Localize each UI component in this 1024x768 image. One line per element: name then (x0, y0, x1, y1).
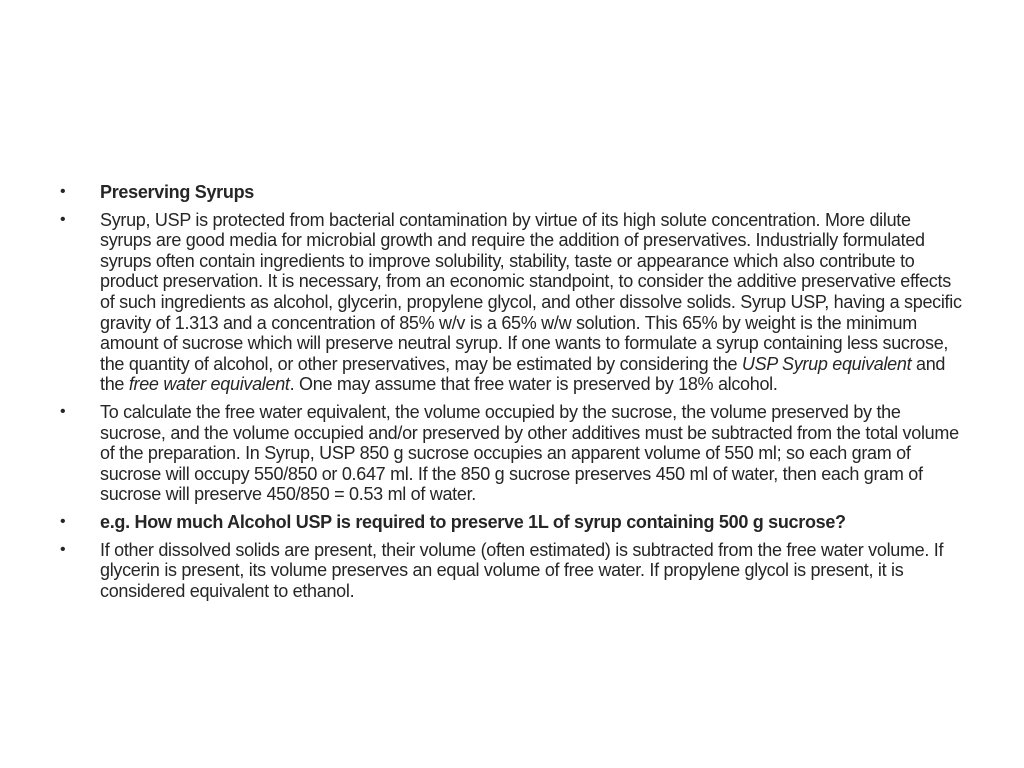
bullet-icon: • (60, 183, 66, 200)
bullet-paragraph-other-solids: If other dissolved solids are present, their volume (often estimated) is subtracted from the free water volume. If glycerin is present, its volume preserves an equal volume of free water. If propylene glycol is present, it is considered equivalent to ethanol. (100, 539, 944, 601)
bullet-paragraph-free-water-calculation: To calculate the free water equivalent, the volume occupied by the sucrose, the volume preserved by the sucrose, and the volume occupied and/or preserved by other additives must be subtracted from the total volume of the preparation. In Syrup, USP 850 g sucrose occupies an apparent volume of 550 ml; so each gram of sucrose will occupy 550/850 or 0.647 ml. If the 850 g sucrose preserves 450 ml of water, then each gram of sucrose will preserve 450/850 = 0.53 ml of water. (100, 401, 959, 505)
bullet-heading-preserving-syrups: Preserving Syrups (100, 182, 254, 202)
list-item (60, 402, 962, 505)
list-item (60, 540, 962, 602)
bullet-example-question: e.g. How much Alcohol USP is required to preserve 1L of syrup containing 500 g sucrose? (100, 511, 846, 532)
list-item (60, 210, 962, 395)
bullet-list (60, 182, 962, 608)
bullet-icon: • (60, 540, 66, 558)
list-item (60, 182, 962, 203)
bullet-icon: • (60, 210, 66, 228)
bullet-icon: • (60, 402, 66, 420)
bullet-icon: • (60, 512, 66, 530)
list-item (60, 512, 962, 533)
bullet-paragraph-syrup-usp: Syrup, USP is protected from bacterial contamination by virtue of its high solute concentration. More dilute syrups are good media for microbial growth and require the addition of preservatives. Industrially formulated syrups often contain ingredients to improve solubility, stability, taste or appearance which also contribute to product preservation. It is necessary, from an economic standpoint, to consider the additive preservative effects of such ingredients as alcohol, glycerin, propylene glycol, and other dissolve solids. Syrup USP, having a specific gravity of 1.313 and a concentration of 85% w/v is a 65% w/w solution. This 65% by weight is the minimum amount of sucrose which will preserve neutral syrup. If one wants to formulate a syrup containing less sucrose, the quantity of alcohol, or other preservatives, may be estimated by considering the USP Syrup equivalent and the free water equivalent. One may assume that free water is preserved by 18% alcohol. (100, 209, 962, 395)
